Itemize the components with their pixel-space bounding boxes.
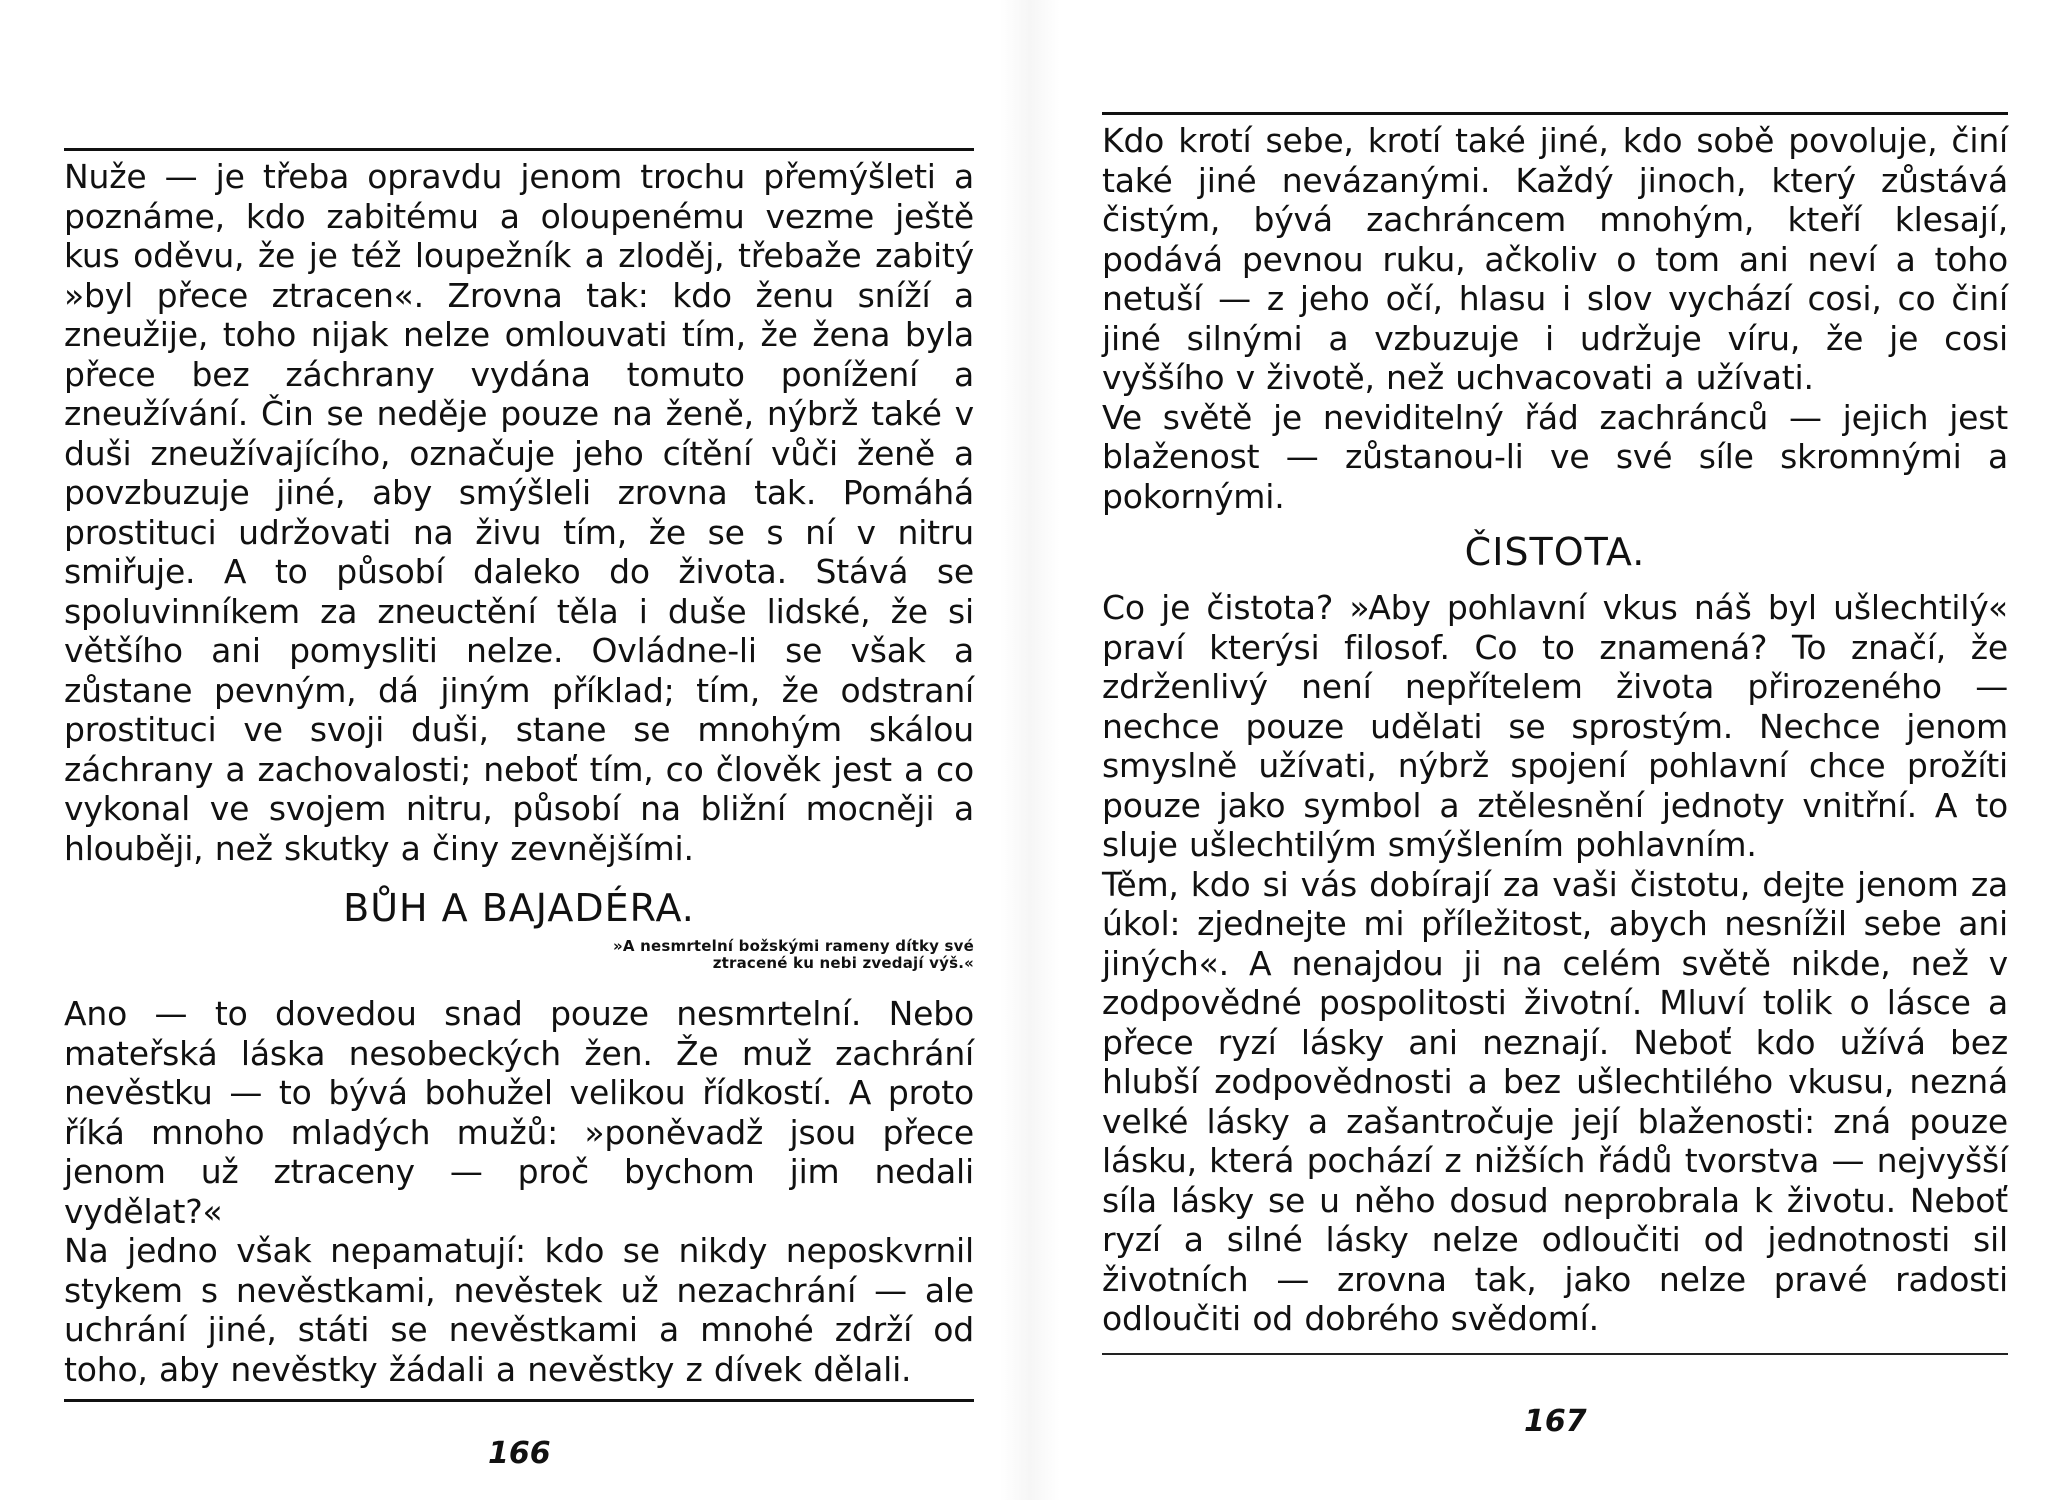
right-page <box>1102 112 2008 1355</box>
page-number-left: 166 <box>488 1436 551 1471</box>
left-page-body <box>64 157 974 868</box>
bottom-rule <box>1102 1353 2008 1355</box>
right-page-body <box>1102 121 2008 516</box>
paragraph: Ve světě je neviditelný řád zachránců — jejich jest blaženost — zůstanou-li ve své síle skromnými a pokornými. <box>1102 397 2008 516</box>
right-page-body-continued <box>1102 588 2008 1339</box>
epigraph: »A nesmrtelní božskými rameny dítky své ztracené ku nebi zvedají výš.« <box>612 937 974 972</box>
page-number-right: 167 <box>1524 1404 1587 1439</box>
paragraph: Nuže — je třeba opravdu jenom trochu přemýšleti a poznáme, kdo zabitému a oloupenému vezme ještě kus oděvu, že je též loupežník a zloděj, třebaže zabitý »byl přece ztracen«. Zrovna tak: kdo ženu sníží a zneužije, toho nijak nelze omlouvati tím, že žena byla přece bez záchrany vydána tomuto ponížení a zneužívání. Čin se neděje pouze na ženě, nýbrž také v duši zneužívajícího, označuje jeho cítění vůči ženě a povzbuzuje jiné, aby smýšleli zrovna tak. Pomáhá prostituci udržovati na živu tím, že se s ní v nitru smiřuje. A to působí daleko do života. Stává se spoluvinníkem za zneuctění těla i duše lidské, že si většího ani pomysliti nelze. Ovládne-li se však a zůstane pevným, dá jiným příklad; tím, že odstraní prostituci ve svoji duši, stane se mnohým skálou záchrany a zachovalosti; neboť tím, co člověk jest a co vykonal ve svojem nitru, působí na bližní mocněji a hlouběji, než skutky a činy zevnějšími. <box>64 157 974 868</box>
bottom-rule <box>64 1399 974 1402</box>
paragraph: Na jedno však nepamatují: kdo se nikdy neposkvrnil stykem s nevěstkami, nevěstek už nezachrání — ale uchrání jiné, státi se nevěstkami a mnohé zdrží od toho, aby nevěstky žádali a nevěstky z dívek dělali. <box>64 1231 974 1389</box>
top-rule <box>64 148 974 151</box>
left-page <box>64 148 974 1402</box>
section-heading: ČISTOTA. <box>1464 530 1646 574</box>
book-gutter <box>1000 0 1060 1500</box>
paragraph: Ano — to dovedou snad pouze nesmrtelní. Nebo mateřská láska nesobeckých žen. Že muž zachrání nevěstku — to bývá bohužel velikou řídkostí. A proto říká mnoho mladých mužů: »poněvadž jsou přece jenom už ztraceny — proč bychom jim nedali vydělat?« <box>64 994 974 1231</box>
left-page-body-continued <box>64 994 974 1389</box>
paragraph: Kdo krotí sebe, krotí také jiné, kdo sobě povoluje, činí také jiné nevázanými. Každý jinoch, který zůstává čistým, bývá zachráncem mnohým, kteří klesají, podává pevnou ruku, ačkoliv o tom ani neví a toho netuší — z jeho očí, hlasu i slov vychází cosi, co činí jiné silnými a vzbuzuje i udržuje víru, že je cosi vyššího v životě, než uchvacovati a užívati. <box>1102 121 2008 397</box>
paragraph: Těm, kdo si vás dobírají za vaši čistotu, dejte jenom za úkol: zjednejte mi příležitost, abych nesnížil sebe ani jiných«. A nenajdou ji na celém světě nikde, než v zodpovědné pospolitosti životní. Mluví tolik o lásce a přece ryzí lásky ani neznají. Neboť kdo užívá bez hlubší zodpovědnosti a bez ušlechtilého vkusu, nezná velké lásky a zašantročuje její blaženosti: zná pouze lásku, která pochází z nižších řádů tvorstva — nejvyšší síla lásky se u něho dosud neprobrala k životu. Neboť ryzí a silné lásky nelze odloučiti od jednotnosti sil životních — zrovna tak, jako nelze pravé radosti odloučiti od dobrého svědomí. <box>1102 864 2008 1338</box>
paragraph: Co je čistota? »Aby pohlavní vkus náš byl ušlechtilý« praví kterýsi filosof. Co to znamená? To značí, že zdrženlivý není nepřítelem života přirozeného — nechce pouze udělati se sprostým. Nechce jenom smyslně užívati, nýbrž spojení pohlavní chce prožíti pouze jako symbol a ztělesnění jednoty vnitřní. A to sluje ušlechtilým smýšlením pohlavním. <box>1102 588 2008 864</box>
top-rule <box>1102 112 2008 115</box>
section-heading: BŮH A BAJADÉRA. <box>343 886 695 930</box>
